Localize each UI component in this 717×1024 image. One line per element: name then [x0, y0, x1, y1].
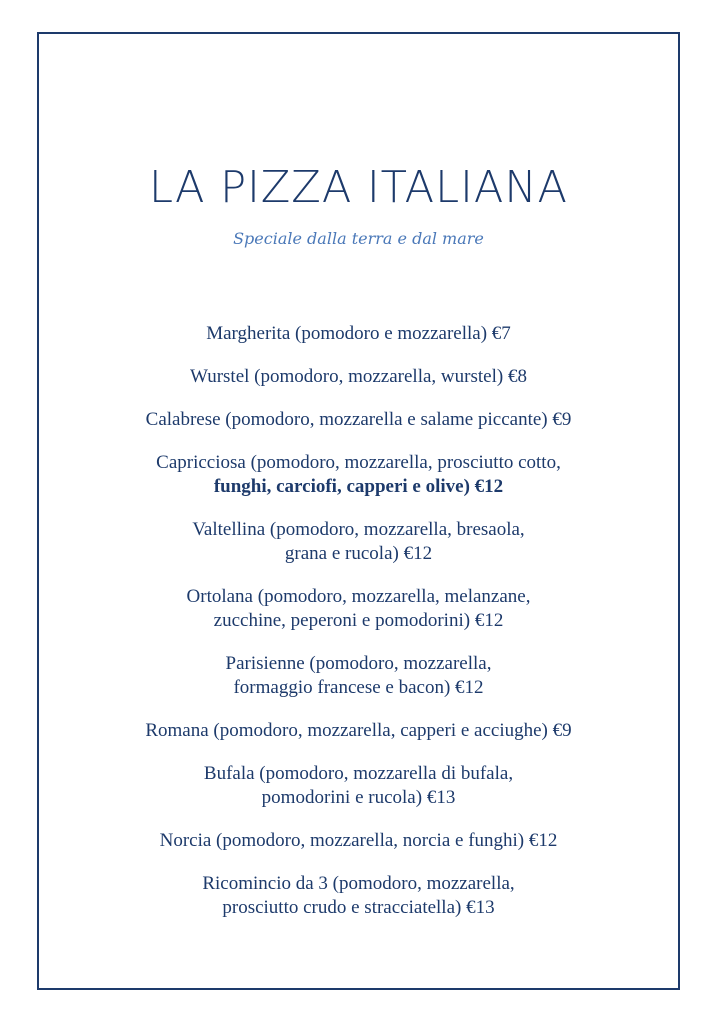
menu-item-line: prosciutto crudo e stracciatella) €13: [222, 897, 495, 918]
menu-item-line: funghi, carciofi, capperi e olive) €12: [213, 476, 504, 497]
menu-title: LA PIZZA ITALIANA: [148, 162, 569, 213]
menu-item-line: formaggio francese e bacon) €12: [233, 677, 484, 698]
menu-item-line: Wurstel (pomodoro, mozzarella, wurstel) €8: [190, 366, 527, 387]
pizza-menu-list: [0, 322, 717, 939]
menu-item-line: Bufala (pomodoro, mozzarella di bufala,: [203, 763, 514, 784]
menu-item-line: Valtellina (pomodoro, mozzarella, bresaola,: [192, 519, 525, 540]
menu-item-line: Margherita (pomodoro e mozzarella) €7: [206, 323, 511, 344]
menu-item-ortolana: [0, 585, 717, 633]
menu-item-ricomincio-da-3: [0, 872, 717, 920]
menu-item-parisienne: [0, 652, 717, 700]
menu-item-line: grana e rucola) €12: [284, 543, 433, 564]
menu-item-romana: [0, 719, 717, 743]
menu-item-line: Capricciosa (pomodoro, mozzarella, prosciutto cotto,: [156, 452, 561, 473]
menu-item-calabrese: [0, 408, 717, 432]
menu-item-capricciosa: [0, 451, 717, 499]
menu-item-valtellina: [0, 518, 717, 566]
menu-item-norcia: [0, 829, 717, 853]
menu-item-line: Ortolana (pomodoro, mozzarella, melanzane,: [186, 586, 531, 607]
menu-subtitle: Speciale dalla terra e dal mare: [233, 229, 484, 248]
menu-item-margherita: [0, 322, 717, 346]
menu-item-bufala: [0, 762, 717, 810]
menu-item-line: Norcia (pomodoro, mozzarella, norcia e funghi) €12: [159, 830, 558, 851]
menu-item-line: zucchine, peperoni e pomodorini) €12: [213, 610, 504, 631]
menu-item-line: Romana (pomodoro, mozzarella, capperi e acciughe) €9: [145, 720, 572, 741]
menu-item-line: Ricomincio da 3 (pomodoro, mozzarella,: [202, 873, 515, 894]
menu-item-line: Parisienne (pomodoro, mozzarella,: [225, 653, 492, 674]
menu-item-line: pomodorini e rucola) €13: [261, 787, 456, 808]
menu-item-wurstel: [0, 365, 717, 389]
menu-item-line: Calabrese (pomodoro, mozzarella e salame piccante) €9: [145, 409, 572, 430]
